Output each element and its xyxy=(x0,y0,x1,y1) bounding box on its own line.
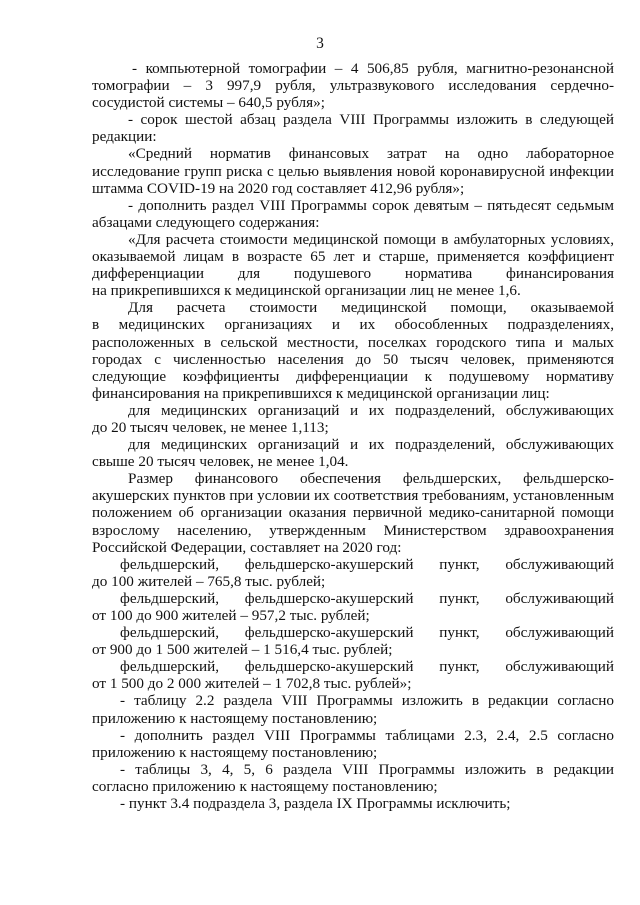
text-line: от 1 500 до 2 000 жителей – 1 702,8 тыс. рублей»; xyxy=(92,675,412,693)
text-line: фельдшерский, фельдшерско-акушерский пункт, обслуживающий xyxy=(120,555,614,573)
text-line: Для расчета стоимости медицинской помощи, оказываемой xyxy=(128,299,614,317)
text-line: свыше 20 тысяч человек, не менее 1,04. xyxy=(92,453,349,471)
text-line: в медицинских организациях и их обособленных подразделениях, xyxy=(92,316,614,334)
text-line: расположенных в сельской местности, поселках городского типа и малых xyxy=(92,333,614,351)
text-line: редакции: xyxy=(92,128,157,146)
text-line: «Для расчета стоимости медицинской помощи в амбулаторных условиях, xyxy=(128,230,614,248)
text-line: оказываемой лицам в возрасте 65 лет и старше, применяется коэффициент xyxy=(92,248,614,266)
text-line: городах с численностью населения до 50 тысяч человек, применяются xyxy=(92,350,614,368)
text-line: акушерских пунктов при условии их соответствия требованиям, установленным xyxy=(92,487,614,505)
text-line: до 100 жителей – 765,8 тыс. рублей; xyxy=(92,572,326,590)
text-line: «Средний норматив финансовых затрат на одно лабораторное xyxy=(128,145,614,163)
text-line: финансирования на прикрепившихся к медицинской организации лиц: xyxy=(92,384,550,402)
text-line: сосудистой системы – 640,5 рубля»; xyxy=(92,94,325,112)
text-line: для медицинских организаций и их подразделений, обслуживающих xyxy=(128,401,614,419)
text-line: исследование групп риска с целью выявления новой коронавирусной инфекции xyxy=(92,162,614,180)
text-line: - дополнить раздел VIII Программы таблицами 2.3, 2.4, 2.5 согласно xyxy=(120,726,614,744)
text-line: от 900 до 1 500 жителей – 1 516,4 тыс. рублей; xyxy=(92,641,393,659)
text-line: для медицинских организаций и их подразделений, обслуживающих xyxy=(128,436,614,454)
text-line: фельдшерский, фельдшерско-акушерский пункт, обслуживающий xyxy=(120,658,614,676)
text-line: на прикрепившихся к медицинской организации лиц не менее 1,6. xyxy=(92,282,521,300)
document-body xyxy=(92,60,614,812)
text-line: от 100 до 900 жителей – 957,2 тыс. рублей; xyxy=(92,607,370,624)
text-line: - пункт 3.4 подраздела 3, раздела IX Программы исключить; xyxy=(120,795,511,813)
text-line: приложению к настоящему постановлению; xyxy=(92,743,378,761)
text-line: положением об организации оказания первичной медико-санитарной помощи xyxy=(92,504,614,522)
page-number: 3 xyxy=(316,35,324,52)
text-line: до 20 тысяч человек, не менее 1,113; xyxy=(92,418,329,436)
text-line: фельдшерский, фельдшерско-акушерский пункт, обслуживающий xyxy=(120,624,614,642)
text-line: приложению к настоящему постановлению; xyxy=(92,709,378,727)
text-line: - таблицы 3, 4, 5, 6 раздела VIII Программы изложить в редакции xyxy=(120,760,614,778)
text-line: взрослому населению, утвержденным Министерством здравоохранения xyxy=(92,521,614,539)
text-line: - компьютерной томографии – 4 506,85 рубля, магнитно-резонансной xyxy=(132,60,614,77)
text-line: следующие коэффициенты дифференциации к подушевому нормативу xyxy=(92,367,614,385)
text-line: штамма COVID-19 на 2020 год составляет 412,96 рубля»; xyxy=(92,179,465,197)
text-line: согласно приложению к настоящему постановлению; xyxy=(92,777,438,795)
text-line: - сорок шестой абзац раздела VIII Программы изложить в следующей xyxy=(128,111,614,129)
text-line: абзацами следующего содержания: xyxy=(92,213,320,231)
text-line: томографии – 3 997,9 рубля, ультразвукового исследования сердечно- xyxy=(92,77,614,95)
text-line: Размер финансового обеспечения фельдшерских, фельдшерско- xyxy=(128,470,614,488)
text-line: - таблицу 2.2 раздела VIII Программы изложить в редакции согласно xyxy=(120,692,614,710)
text-line: - дополнить раздел VIII Программы сорок девятым – пятьдесят седьмым xyxy=(128,196,614,214)
text-line: Российской Федерации, составляет на 2020 год: xyxy=(92,538,402,556)
text-line: дифференциации для подушевого норматива финансирования xyxy=(92,265,614,283)
text-line: фельдшерский, фельдшерско-акушерский пункт, обслуживающий xyxy=(120,589,614,607)
